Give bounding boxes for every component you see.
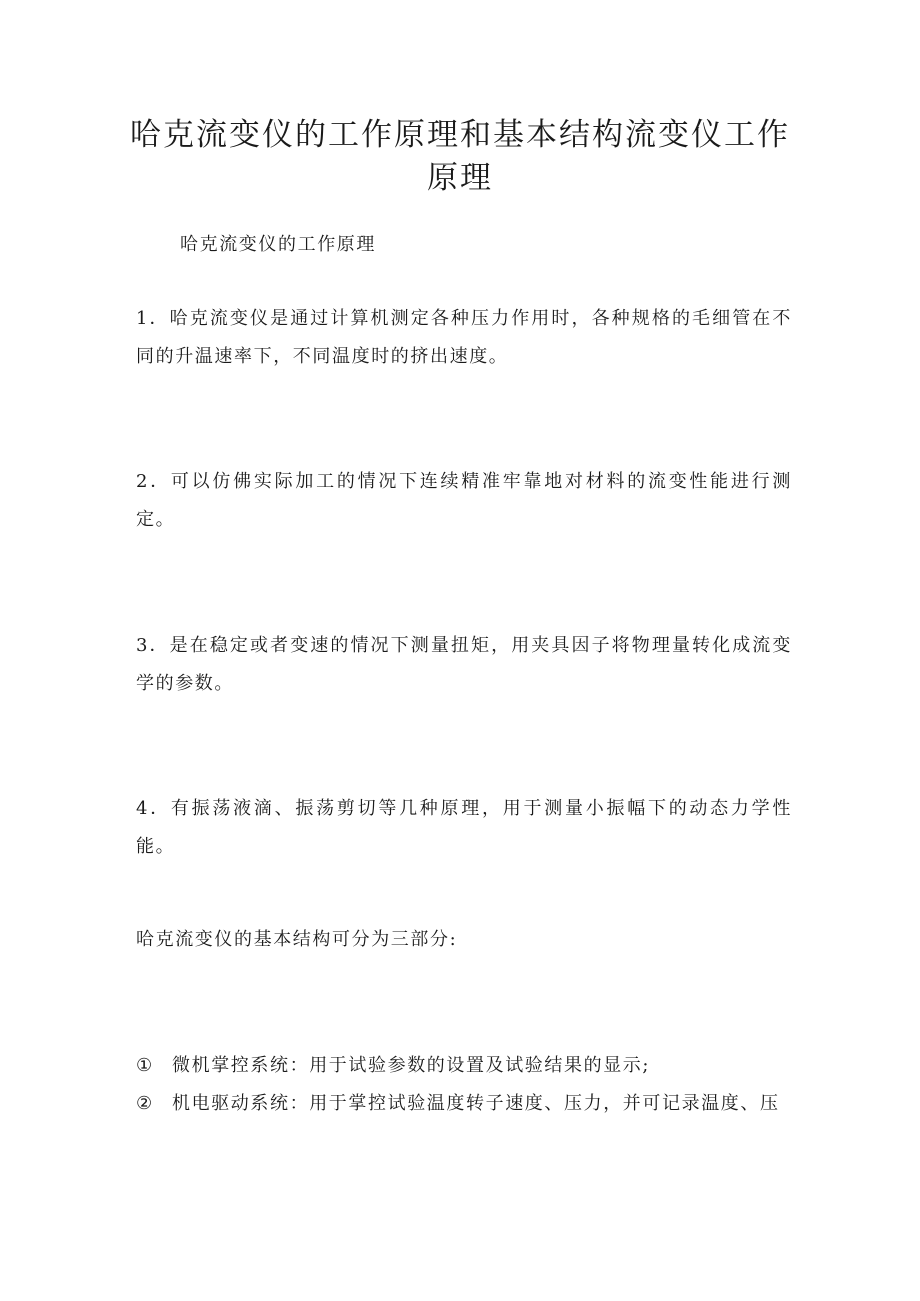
list-marker: ② bbox=[136, 1093, 154, 1114]
structure-intro: 哈克流变仪的基本结构可分为三部分: bbox=[136, 929, 458, 950]
list-item-text: 机电驱动系统：用于掌控试验温度转子速度、压力，并可记录温度、压 bbox=[172, 1093, 780, 1114]
section-heading: 哈克流变仪的工作原理 bbox=[180, 234, 376, 255]
paragraph-4: 4．有振荡液滴、振荡剪切等几种原理，用于测量小振幅下的动态力学性能。 bbox=[136, 798, 792, 857]
paragraph-2: 2．可以仿佛实际加工的情况下连续精准牢靠地对材料的流变性能进行测定。 bbox=[136, 471, 792, 530]
paragraph-1: 1．哈克流变仪是通过计算机测定各种压力作用时，各种规格的毛细管在不同的升温速率下，不同温度时的挤出速度。 bbox=[136, 308, 792, 367]
paragraph-3: 3．是在稳定或者变速的情况下测量扭矩，用夹具因子将物理量转化成流变学的参数。 bbox=[136, 635, 792, 694]
document-title: 哈克流变仪的工作原理和基本结构流变仪工作原理 bbox=[130, 117, 790, 196]
list-marker: ① bbox=[136, 1055, 154, 1076]
list-item bbox=[136, 1047, 792, 1085]
list-item-text: 微机掌控系统：用于试验参数的设置及试验结果的显示; bbox=[172, 1055, 651, 1076]
list-item bbox=[136, 1085, 792, 1123]
